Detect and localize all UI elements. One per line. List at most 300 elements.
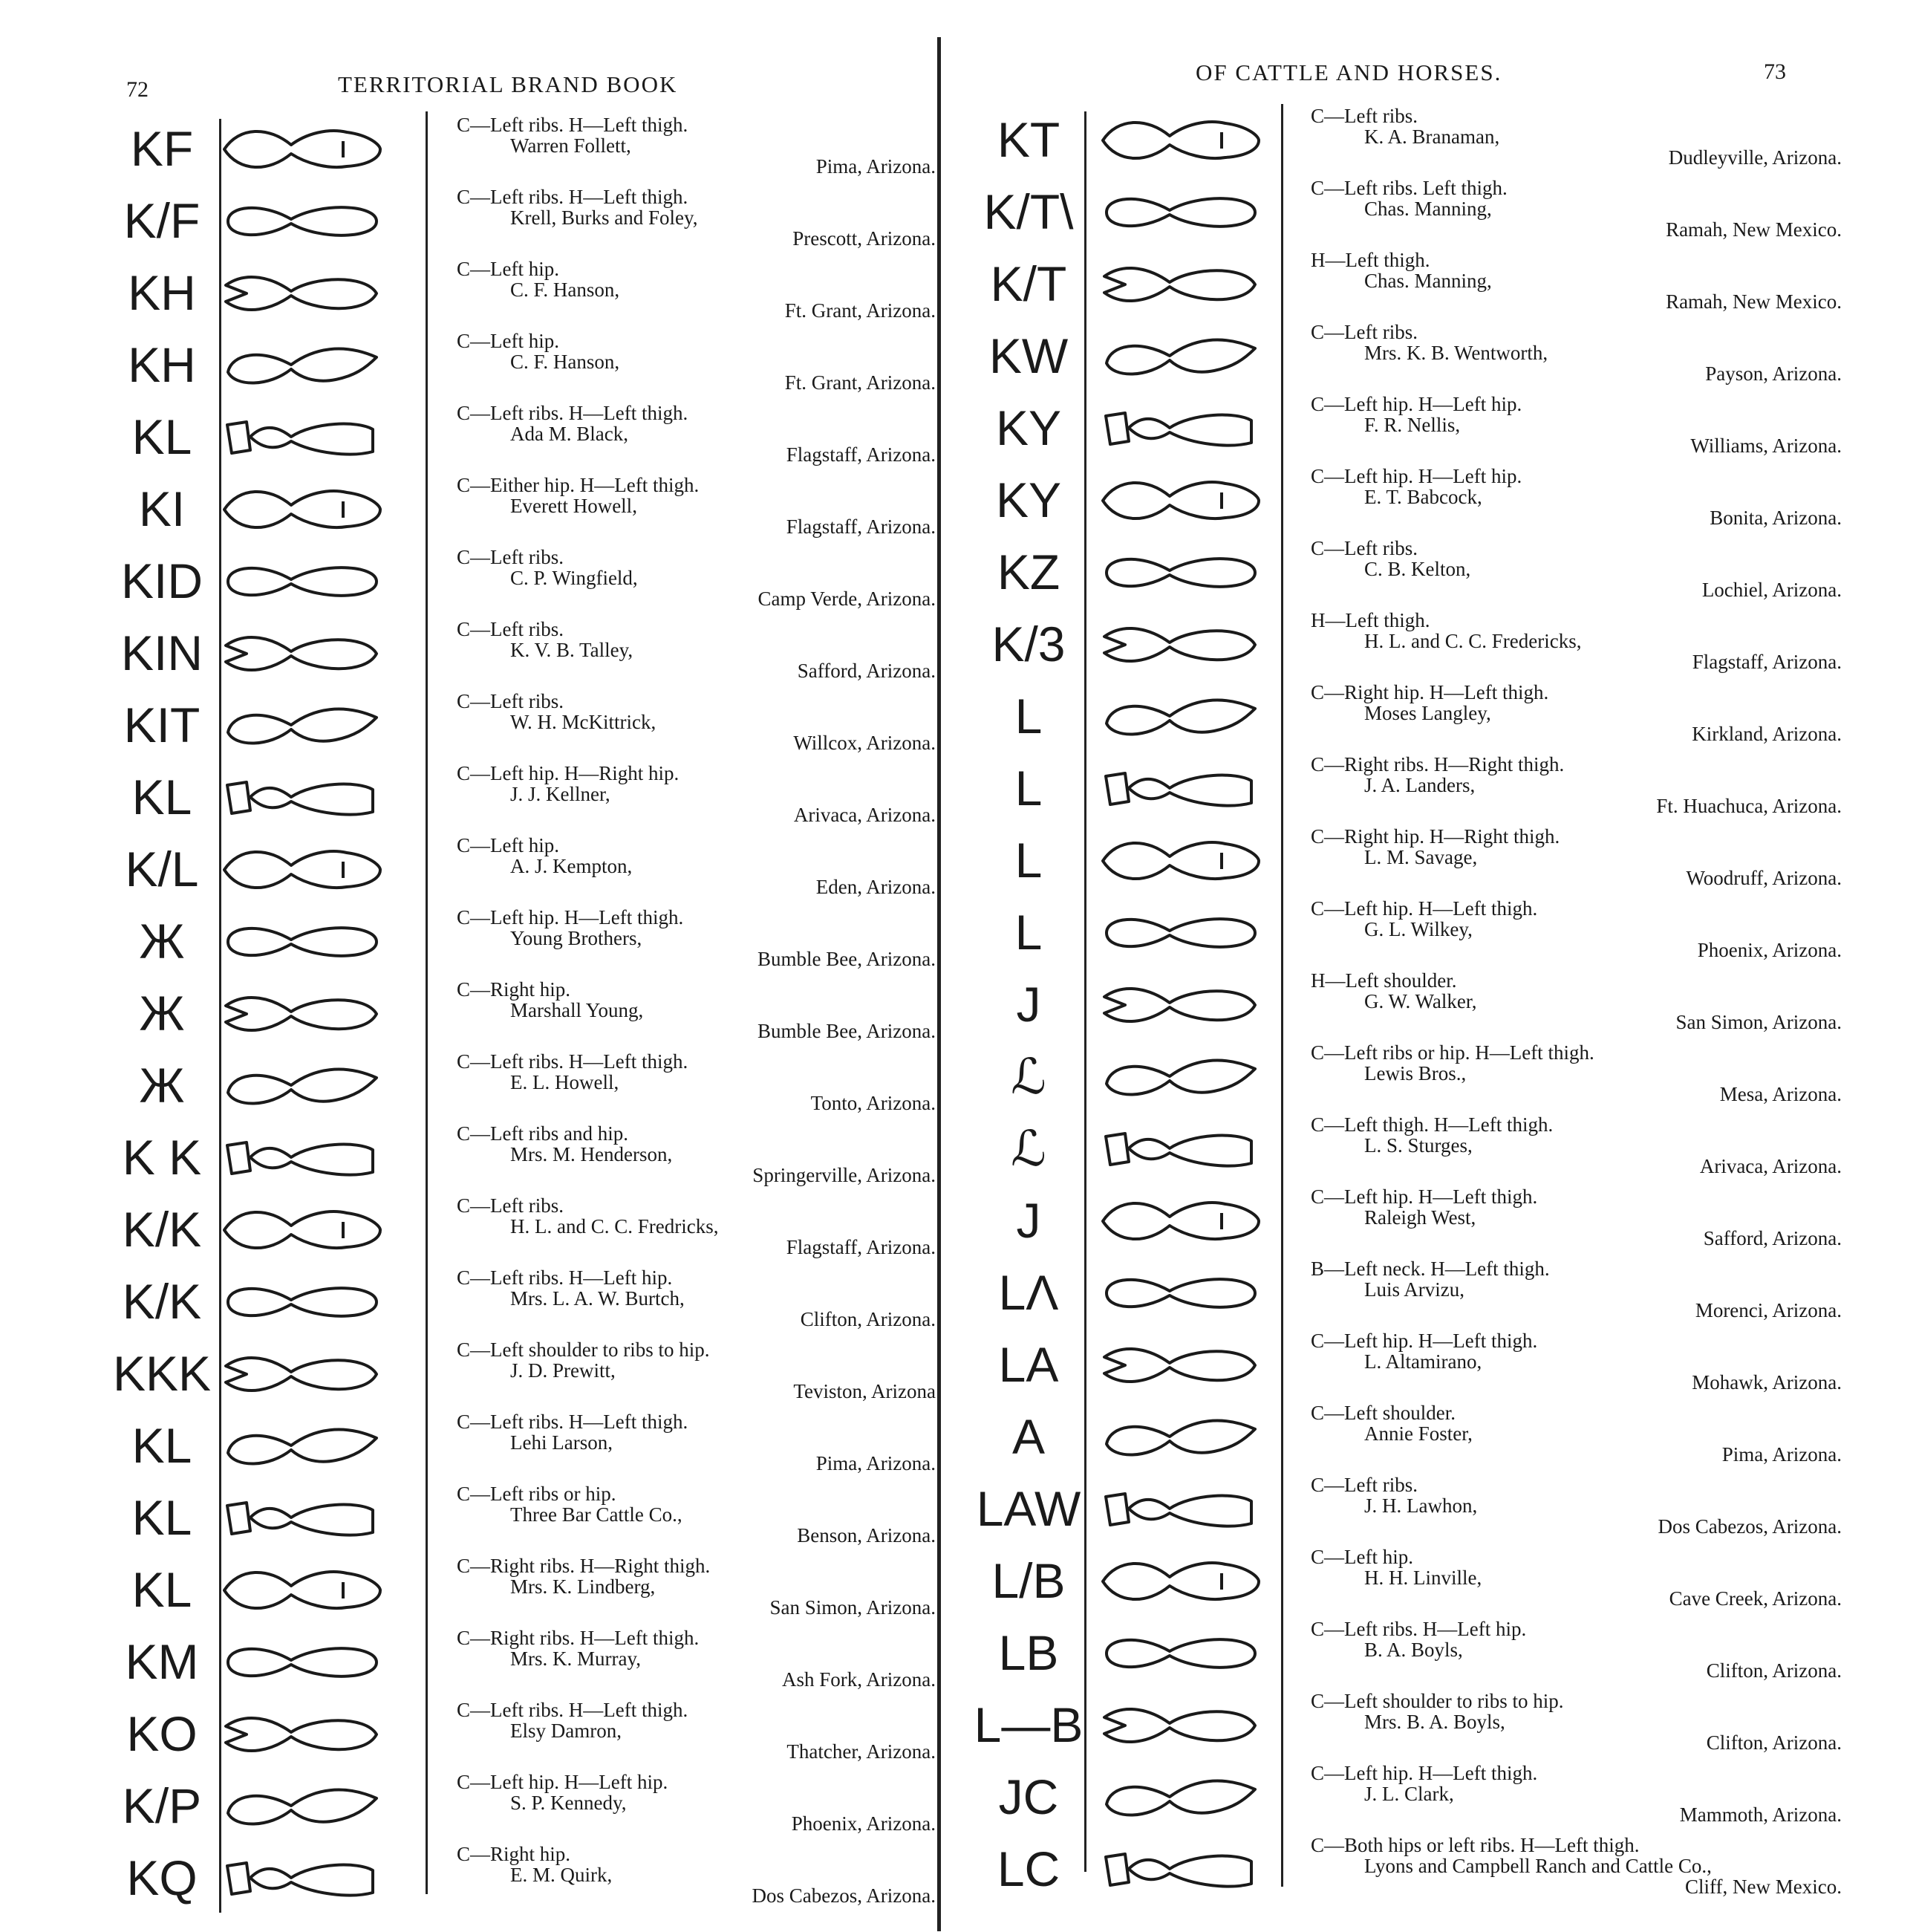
brand-symbol: LΛ [998, 1265, 1059, 1320]
brand-place: Camp Verde, Arizona. [757, 588, 936, 610]
hide-brand-mark-icon [1095, 254, 1266, 315]
brand-location: C—Left ribs. H—Left thigh. [457, 402, 688, 424]
hide-brand-mark-icon [1095, 902, 1266, 963]
brand-entry-text [1311, 250, 1842, 312]
brand-symbol: KKK [112, 1346, 212, 1401]
hide-brand-mark-icon [217, 839, 388, 900]
hide-brand-mark-icon [1095, 398, 1266, 459]
brand-symbol: KF [130, 121, 194, 176]
brand-entry-text [457, 258, 936, 321]
brand-location: C—Left shoulder to ribs to hip. [1311, 1690, 1564, 1712]
brand-entry [943, 680, 1886, 752]
brand-place: Clifton, Arizona. [800, 1308, 936, 1330]
brand-location: C—Left ribs or hip. H—Left thigh. [1311, 1041, 1594, 1064]
brand-symbol: KT [997, 112, 1060, 167]
brand-entry-text [1311, 1402, 1842, 1465]
hide-brand-mark-icon [217, 191, 388, 252]
brand-entry [0, 1698, 943, 1769]
brand-location: C—Either hip. H—Left thigh. [457, 474, 700, 496]
brand-entry [943, 104, 1886, 175]
brand-place: Safford, Arizona. [797, 660, 936, 682]
brand-place: Teviston, Arizona [793, 1380, 936, 1402]
hide-brand-mark-icon [217, 983, 388, 1044]
brand-owner: A. J. Kempton, [510, 855, 633, 877]
brand-location: C—Left ribs. [1311, 1474, 1418, 1496]
brand-location: C—Left shoulder. [1311, 1402, 1456, 1424]
brand-place: Cliff, New Mexico. [1685, 1876, 1842, 1898]
brand-entry [943, 392, 1886, 464]
brand-entry [0, 401, 943, 472]
brand-owner: W. H. McKittrick, [510, 711, 656, 733]
brand-owner: C. P. Wingfield, [510, 567, 638, 589]
brand-location: C—Left hip. H—Left hip. [1311, 393, 1522, 415]
hide-brand-mark-icon [217, 1776, 388, 1837]
brand-symbol: KZ [997, 544, 1060, 599]
brand-symbol: K/F [123, 193, 201, 248]
brand-location: C—Left shoulder to ribs to hip. [457, 1339, 710, 1361]
brand-entry [0, 1626, 943, 1697]
brand-owner: Mrs. M. Henderson, [510, 1143, 673, 1165]
brand-place: Bonita, Arizona. [1710, 507, 1842, 529]
brand-place: Ash Fork, Arizona. [782, 1668, 936, 1691]
brand-entry-text [457, 1411, 936, 1474]
brand-owner: G. W. Walker, [1364, 990, 1477, 1012]
hide-brand-mark-icon [217, 335, 388, 396]
hide-brand-mark-icon [217, 767, 388, 828]
brand-entry-text [1311, 1691, 1842, 1753]
brand-symbol: KL [131, 1490, 192, 1545]
brand-entry [943, 176, 1886, 247]
brand-owner: Ada M. Black, [510, 423, 628, 445]
brand-location: C—Left ribs. [1311, 105, 1418, 127]
hide-brand-mark-icon [217, 1128, 388, 1188]
brand-location: C—Left ribs. H—Left thigh. [457, 1050, 688, 1073]
brand-symbol: Ж [139, 986, 185, 1041]
brand-owner: L. Altamirano, [1364, 1350, 1482, 1373]
brand-owner: Lewis Bros., [1364, 1062, 1467, 1084]
brand-owner: E. L. Howell, [510, 1071, 619, 1093]
brand-entry-text [1311, 1042, 1842, 1105]
brand-entry-text [457, 547, 936, 609]
brand-owner: K. V. B. Talley, [510, 639, 633, 661]
brand-entry [943, 1545, 1886, 1616]
brand-entry-text [457, 1555, 936, 1618]
brand-symbol: L/B [991, 1553, 1066, 1608]
brand-entry [943, 1689, 1886, 1760]
brand-entry [0, 185, 943, 256]
brand-entry-text [457, 1339, 936, 1402]
brand-location: C—Left hip. H—Left hip. [457, 1771, 668, 1793]
hide-brand-mark-icon [217, 1200, 388, 1261]
brand-entry [943, 1113, 1886, 1184]
brand-entry-text [457, 331, 936, 393]
brand-owner: Chas. Manning, [1364, 198, 1492, 220]
brand-entry-text [457, 1483, 936, 1546]
brand-location: C—Left hip. H—Left thigh. [1311, 1762, 1538, 1784]
brand-owner: Marshall Young, [510, 999, 644, 1021]
brand-entry-text [1311, 1763, 1842, 1825]
brand-place: Pima, Arizona. [1721, 1443, 1842, 1466]
brand-entry-text [1311, 1619, 1842, 1681]
brand-symbol: KL [131, 1562, 192, 1617]
brand-symbol: KIT [123, 697, 201, 752]
hide-brand-mark-icon [217, 1848, 388, 1909]
brand-location: C—Left hip. H—Left thigh. [1311, 1330, 1538, 1352]
brand-owner: Mrs. B. A. Boyls, [1364, 1711, 1505, 1733]
brand-entry-text [457, 114, 936, 177]
brand-entry-text [1311, 538, 1842, 600]
brand-location: C—Left hip. [1311, 1546, 1413, 1568]
brand-location: C—Left ribs. [1311, 321, 1418, 343]
brand-entry-text [1311, 394, 1842, 456]
brand-owner: C. F. Hanson, [510, 351, 620, 373]
brand-place: Springerville, Arizona. [752, 1164, 936, 1186]
brand-place: Williams, Arizona. [1690, 435, 1842, 457]
hide-brand-mark-icon [217, 1344, 388, 1405]
brand-location: C—Left hip. H—Left hip. [1311, 465, 1522, 487]
hide-brand-mark-icon [1095, 182, 1266, 243]
brand-symbol: KW [988, 328, 1069, 383]
brand-symbol: L [1014, 833, 1043, 888]
brand-location: C—Left ribs. H—Left thigh. [457, 1699, 688, 1721]
brand-place: Ft. Grant, Arizona. [784, 299, 936, 322]
brand-entry-text [1311, 105, 1842, 168]
brand-place: Ramah, New Mexico. [1666, 218, 1842, 241]
brand-place: Flagstaff, Arizona. [786, 443, 936, 466]
brand-owner: Mrs. L. A. W. Burtch, [510, 1287, 685, 1310]
hide-brand-mark-icon [1095, 1623, 1266, 1684]
brand-place: Dudleyville, Arizona. [1668, 146, 1842, 169]
brand-entry [943, 1401, 1886, 1472]
brand-location: C—Left ribs. [457, 618, 564, 640]
brand-symbol: ℒ [1011, 1049, 1046, 1104]
brand-entry-text [457, 619, 936, 681]
brand-entry [943, 464, 1886, 536]
brand-entry-text [1311, 1546, 1842, 1609]
brand-symbol: ℒ [1011, 1121, 1046, 1176]
hide-brand-mark-icon [217, 551, 388, 612]
brand-entry [0, 113, 943, 184]
brand-place: Safford, Arizona. [1703, 1227, 1842, 1249]
brand-location: C—Left ribs. H—Left thigh. [457, 1411, 688, 1433]
brand-entry-text [457, 763, 936, 825]
brand-entry [943, 969, 1886, 1040]
brand-owner: Elsy Damron, [510, 1720, 622, 1742]
brand-entry-text [1311, 1330, 1842, 1393]
brand-entry-text [1311, 1258, 1842, 1321]
brand-location: H—Left shoulder. [1311, 969, 1457, 992]
brand-location: C—Left ribs. H—Left hip. [457, 1266, 673, 1289]
brand-place: San Simon, Arizona. [769, 1596, 936, 1619]
brand-place: Payson, Arizona. [1705, 362, 1842, 385]
hide-brand-mark-icon [1095, 614, 1266, 675]
brand-place: Arivaca, Arizona. [793, 804, 936, 826]
hide-brand-mark-icon [1095, 110, 1266, 171]
hide-brand-mark-icon [217, 1632, 388, 1693]
brand-place: Dos Cabezos, Arizona. [1658, 1515, 1842, 1538]
brand-entry [943, 752, 1886, 824]
hide-brand-mark-icon [1095, 830, 1266, 891]
brand-location: C—Right ribs. H—Left thigh. [457, 1627, 700, 1649]
brand-entry [943, 1257, 1886, 1328]
brand-entry-text [1311, 178, 1842, 240]
page-number-left: 72 [126, 77, 149, 102]
brand-symbol: J [1016, 1193, 1041, 1248]
brand-entry [0, 833, 943, 905]
brand-place: Bumble Bee, Arizona. [757, 1020, 936, 1042]
hide-brand-mark-icon [1095, 1047, 1266, 1108]
brand-owner: H. L. and C. C. Fredricks, [510, 1215, 719, 1237]
brand-owner: Annie Foster, [1364, 1422, 1473, 1445]
brand-place: Thatcher, Arizona. [786, 1740, 936, 1763]
brand-owner: Young Brothers, [510, 927, 642, 949]
brand-location: C—Right hip. H—Right thigh. [1311, 825, 1560, 848]
brand-location: C—Right ribs. H—Right thigh. [457, 1555, 711, 1577]
brand-entry [0, 761, 943, 833]
brand-entry [0, 1842, 943, 1913]
hide-brand-mark-icon [1095, 1263, 1266, 1324]
brand-owner: Luis Arvizu, [1364, 1278, 1464, 1301]
brand-entry [943, 608, 1886, 680]
brand-location: C—Both hips or left ribs. H—Left thigh. [1311, 1834, 1640, 1856]
brand-symbol: KL [131, 1418, 192, 1473]
brand-symbol: L [1014, 761, 1043, 816]
brand-owner: Chas. Manning, [1364, 270, 1492, 292]
hide-brand-mark-icon [217, 1560, 388, 1621]
brand-entry-text [1311, 970, 1842, 1032]
brand-symbol: KL [131, 409, 192, 464]
brand-location: C—Left hip. H—Left thigh. [1311, 1185, 1538, 1208]
brand-entry-text [1311, 610, 1842, 672]
brand-symbol: KQ [126, 1850, 198, 1905]
brand-place: Tonto, Arizona. [810, 1092, 936, 1114]
brand-owner: E. T. Babcock, [1364, 486, 1482, 508]
brand-owner: Mrs. K. B. Wentworth, [1364, 342, 1548, 364]
hide-brand-mark-icon [217, 1488, 388, 1549]
brand-entry [943, 1833, 1886, 1905]
brand-entry [0, 545, 943, 617]
brand-place: Ramah, New Mexico. [1666, 290, 1842, 313]
brand-location: H—Left thigh. [1311, 249, 1430, 271]
brand-entry [0, 1482, 943, 1553]
brand-place: Benson, Arizona. [797, 1524, 936, 1546]
brand-place: Ft. Grant, Arizona. [784, 371, 936, 394]
brand-place: Mammoth, Arizona. [1679, 1803, 1842, 1826]
brand-symbol: KY [995, 472, 1062, 527]
brand-entry [0, 329, 943, 400]
hide-brand-mark-icon [1095, 686, 1266, 747]
brand-symbol: KID [120, 553, 203, 608]
brand-symbol: L [1014, 905, 1043, 960]
brand-location: C—Left ribs. [457, 690, 564, 712]
brand-symbol: KH [128, 265, 196, 320]
hide-brand-mark-icon [1095, 758, 1266, 819]
brand-symbol: K/K [122, 1274, 202, 1329]
brand-owner: Mrs. K. Murray, [510, 1648, 641, 1670]
hide-brand-mark-icon [1095, 975, 1266, 1035]
hide-brand-mark-icon [1095, 1119, 1266, 1180]
brand-entry [0, 978, 943, 1049]
brand-owner: Everett Howell, [510, 495, 637, 517]
brand-place: Cave Creek, Arizona. [1669, 1587, 1842, 1610]
brand-entry-text [457, 979, 936, 1041]
brand-entry [943, 1761, 1886, 1832]
hide-brand-mark-icon [1095, 1335, 1266, 1396]
brand-place: Pima, Arizona. [815, 155, 936, 178]
brand-symbol: LA [998, 1337, 1059, 1392]
hide-brand-mark-icon [217, 1704, 388, 1765]
brand-location: C—Left ribs or hip. [457, 1483, 616, 1505]
right-page [943, 0, 1886, 1932]
brand-symbol: Ж [139, 1058, 185, 1113]
brand-symbol: LC [997, 1841, 1060, 1896]
brand-entry-text [457, 907, 936, 969]
brand-place: Pima, Arizona. [815, 1452, 936, 1474]
brand-entry [943, 824, 1886, 896]
brand-location: C—Left thigh. H—Left thigh. [1311, 1113, 1554, 1136]
brand-owner: Three Bar Cattle Co., [510, 1503, 682, 1526]
brand-entry [943, 320, 1886, 391]
brand-entry-text [457, 691, 936, 753]
brand-entry [0, 1194, 943, 1265]
brand-entry [0, 617, 943, 689]
hide-brand-mark-icon [217, 695, 388, 756]
hide-brand-mark-icon [217, 407, 388, 468]
brand-location: C—Left ribs. H—Left thigh. [457, 186, 688, 208]
brand-location: C—Left ribs. H—Left thigh. [457, 114, 688, 136]
hide-brand-mark-icon [1095, 1479, 1266, 1540]
brand-entry [0, 1770, 943, 1841]
page-number-right: 73 [1764, 59, 1786, 84]
hide-brand-mark-icon [1095, 1191, 1266, 1252]
brand-symbol: KH [128, 337, 196, 392]
brand-entry-text [457, 403, 936, 465]
hide-brand-mark-icon [1095, 326, 1266, 387]
brand-place: Clifton, Arizona. [1706, 1731, 1842, 1754]
brand-location: C—Left ribs and hip. [457, 1122, 628, 1145]
brand-entry-text [457, 1772, 936, 1834]
brand-location: B—Left neck. H—Left thigh. [1311, 1258, 1550, 1280]
brand-owner: S. P. Kennedy, [510, 1792, 627, 1814]
hide-brand-mark-icon [217, 623, 388, 684]
brand-location: H—Left thigh. [1311, 609, 1430, 631]
brand-place: Kirkland, Arizona. [1692, 723, 1842, 745]
brand-entry-text [457, 835, 936, 897]
brand-entry [0, 689, 943, 761]
brand-location: C—Right hip. [457, 978, 571, 1001]
brand-place: Mohawk, Arizona. [1692, 1371, 1842, 1393]
brand-symbol: KM [125, 1634, 199, 1689]
brand-place: San Simon, Arizona. [1675, 1011, 1842, 1033]
brand-place: Phoenix, Arizona. [791, 1812, 936, 1835]
brand-symbol: K/T\ [983, 184, 1074, 239]
brand-entry-text [1311, 1474, 1842, 1537]
brand-owner: K. A. Branaman, [1364, 126, 1500, 148]
brand-place: Ft. Huachuca, Arizona. [1656, 795, 1842, 817]
brand-entry-text [457, 1123, 936, 1185]
brand-entry-text [457, 186, 936, 249]
brand-owner: H. H. Linville, [1364, 1567, 1482, 1589]
brand-owner: L. S. Sturges, [1364, 1134, 1473, 1157]
brand-entry-text [1311, 322, 1842, 384]
hide-brand-mark-icon [1095, 1839, 1266, 1900]
brand-owner: L. M. Savage, [1364, 846, 1478, 868]
brand-entry [943, 536, 1886, 608]
brand-symbol: K/L [125, 842, 199, 897]
brand-symbol: KO [126, 1706, 198, 1761]
brand-entry-text [1311, 1114, 1842, 1177]
hide-brand-mark-icon [217, 263, 388, 324]
hide-brand-mark-icon [1095, 1407, 1266, 1468]
hide-brand-mark-icon [217, 479, 388, 540]
hide-brand-mark-icon [217, 1416, 388, 1477]
brand-entry-text [1311, 1835, 1842, 1897]
brand-symbol: K/T [990, 256, 1067, 311]
brand-entry-text [1311, 826, 1842, 888]
brand-location: C—Left ribs. H—Left hip. [1311, 1618, 1527, 1640]
hide-brand-mark-icon [1095, 1695, 1266, 1756]
brand-symbol: L—B [974, 1697, 1084, 1752]
brand-owner: Moses Langley, [1364, 702, 1491, 724]
brand-entry-text [1311, 898, 1842, 960]
brand-entry [943, 897, 1886, 968]
brand-entry-text [1311, 682, 1842, 744]
brand-place: Clifton, Arizona. [1706, 1659, 1842, 1682]
brand-owner: B. A. Boyls, [1364, 1639, 1463, 1661]
brand-entry-text [457, 475, 936, 537]
page-spine [937, 37, 941, 1931]
brand-entry [0, 1554, 943, 1625]
brand-owner: Krell, Burks and Foley, [510, 206, 698, 229]
brand-place: Eden, Arizona. [815, 876, 936, 898]
brand-entry [943, 248, 1886, 319]
brand-place: Lochiel, Arizona. [1701, 579, 1842, 601]
hide-brand-mark-icon [217, 1056, 388, 1116]
brand-owner: H. L. and C. C. Fredericks, [1364, 630, 1582, 652]
brand-location: C—Right ribs. H—Right thigh. [1311, 753, 1565, 775]
brand-entry [0, 1266, 943, 1337]
brand-owner: Raleigh West, [1364, 1206, 1476, 1229]
brand-symbol: Ж [139, 914, 185, 969]
brand-place: Willcox, Arizona. [793, 732, 936, 754]
brand-entry-text [457, 1844, 936, 1906]
brand-entry [0, 1122, 943, 1193]
brand-symbol: KL [131, 770, 192, 824]
brand-entry [943, 1185, 1886, 1256]
hide-brand-mark-icon [217, 1272, 388, 1333]
hide-brand-mark-icon [217, 911, 388, 972]
brand-entry-text [457, 1195, 936, 1258]
brand-place: Woodruff, Arizona. [1686, 867, 1842, 889]
brand-entry [943, 1329, 1886, 1400]
brand-owner: Mrs. K. Lindberg, [510, 1575, 656, 1598]
brand-location: C—Right hip. [457, 1843, 571, 1865]
brand-entry [943, 1617, 1886, 1688]
brand-place: Mesa, Arizona. [1719, 1083, 1842, 1105]
brand-owner: J. L. Clark, [1364, 1783, 1454, 1805]
brand-location: C—Left hip. H—Left thigh. [1311, 897, 1538, 920]
brand-symbol: JC [998, 1769, 1059, 1824]
brand-entry-text [1311, 754, 1842, 816]
brand-place: Bumble Bee, Arizona. [757, 948, 936, 970]
brand-owner: J. J. Kellner, [510, 783, 610, 805]
hide-brand-mark-icon [1095, 1767, 1266, 1828]
brand-entry-text [1311, 1186, 1842, 1249]
brand-entry-text [457, 1700, 936, 1762]
brand-owner: G. L. Wilkey, [1364, 918, 1473, 940]
brand-entry [0, 1410, 943, 1481]
brand-owner: J. D. Prewitt, [510, 1359, 616, 1382]
